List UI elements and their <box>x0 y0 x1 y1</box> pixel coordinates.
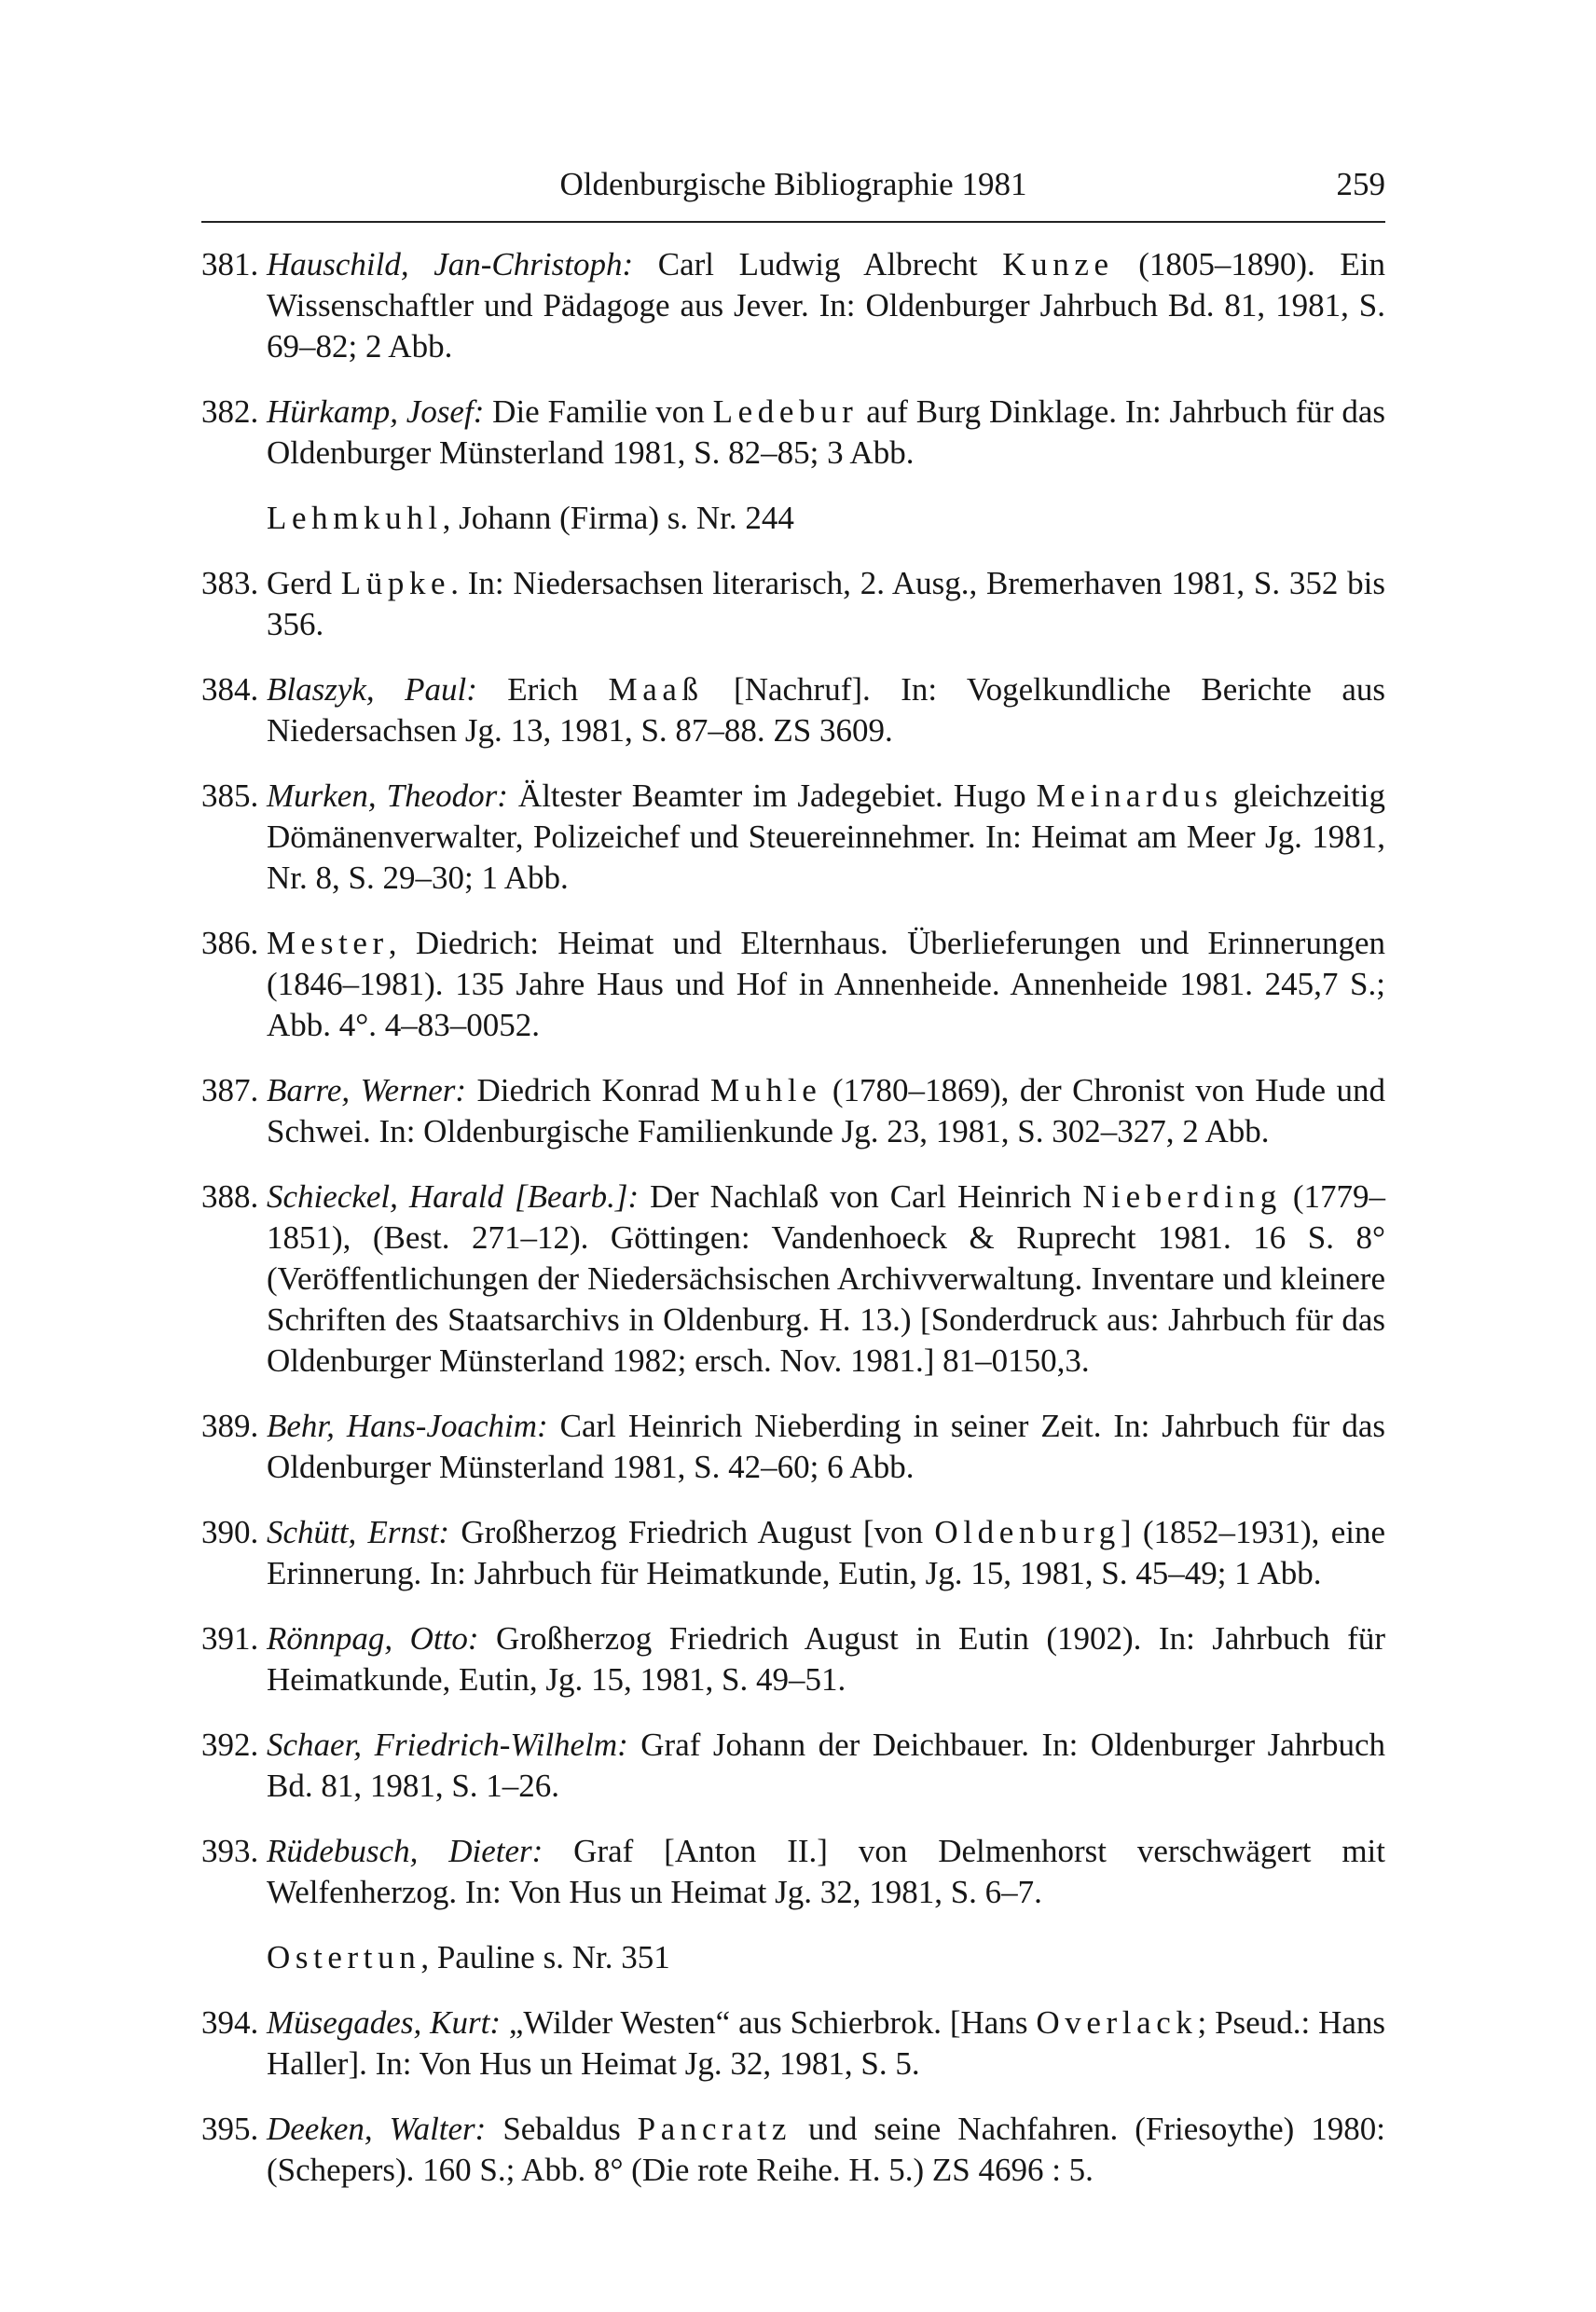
entry-text: ] (1852–1931), eine Erinnerung. In: Jahrbuch für Heimatkunde, Eutin, Jg. 15, 1981, S. 45–49; 1 Abb. <box>267 1514 1386 1591</box>
entry-author: Müsegades, Kurt: <box>267 2004 501 2041</box>
running-title: Oldenburgische Bibliographie 1981 <box>559 166 1027 202</box>
bibliography-entry <box>201 2109 1385 2191</box>
entry-spaced-name: Maaß <box>608 671 704 708</box>
bibliography-entry <box>201 923 1385 1046</box>
bibliography-entry <box>201 563 1385 645</box>
entry-author: Hürkamp, Josef: <box>267 393 485 430</box>
entry-author: Schütt, Ernst: <box>267 1514 450 1550</box>
bibliography-entry <box>201 244 1385 367</box>
entry-author: Murken, Theodor: <box>267 778 508 814</box>
entry-spaced-name: Ostertun <box>267 1939 421 1975</box>
entry-number: 390. <box>201 1514 259 1550</box>
entry-author: Rönnpag, Otto: <box>267 1620 479 1657</box>
entry-text: , Pauline s. Nr. 351 <box>420 1939 670 1975</box>
entry-number: 389. <box>201 1408 259 1444</box>
entry-number: 392. <box>201 1727 259 1763</box>
entry-number: 384. <box>201 671 259 708</box>
bibliography-entry <box>201 1406 1385 1488</box>
entry-number: 391. <box>201 1620 259 1657</box>
entry-text: auf Burg Dinklage. In: Jahrbuch für das Oldenburger Münsterland 1981, S. 82–85; 3 Abb. <box>267 393 1385 471</box>
entry-number: 394. <box>201 2004 259 2041</box>
entry-number: 393. <box>201 1833 259 1869</box>
bibliography-entry <box>201 2002 1385 2085</box>
entry-spaced-name: Nieberding <box>1082 1178 1282 1215</box>
entry-text: . In: Niedersachsen literarisch, 2. Ausg., Bremerhaven 1981, S. 352 bis 356. <box>267 565 1385 642</box>
entry-spaced-name: Pancratz <box>637 2111 791 2147</box>
entry-text: Ältester Beamter im Jadegebiet. Hugo <box>507 778 1037 814</box>
entry-number: 381. <box>201 246 259 282</box>
entry-author: Hauschild, Jan-Christoph: <box>267 246 634 282</box>
entry-number: 395. <box>201 2111 259 2147</box>
entry-text: , Johann (Firma) s. Nr. 244 <box>442 500 794 536</box>
header-rule <box>201 221 1385 223</box>
cross-reference <box>201 1937 1385 1978</box>
entry-text: Graf [Anton II.] von Delmenhorst verschwägert mit Welfenherzog. In: Von Hus un Heimat Jg. 32, 1981, S. 6–7. <box>267 1833 1386 1910</box>
entry-text: (1779–1851), (Best. 271–12). Göttingen: Vandenhoeck & Ruprecht 1981. 16 S. 8° (Veröffentlichungen der Niedersächsischen Archivverwaltung. Inventare und kleinere Schriften des Staatsarchivs in Oldenburg. H. 13.) [Sonderdruck aus: Jahrbuch für das Oldenburger Münsterland 1982; ersch. Nov. 1981.] 81–0150,3. <box>267 1178 1385 1379</box>
entry-spaced-name: Meinardus <box>1036 778 1223 814</box>
bibliography-entry <box>201 1070 1385 1152</box>
bibliography-entries <box>201 244 1385 2215</box>
entry-text: Großherzog Friedrich August [von <box>449 1514 935 1550</box>
entry-text: „Wilder Westen“ aus Schierbrok. [Hans <box>500 2004 1037 2041</box>
entry-number: 387. <box>201 1072 259 1108</box>
entry-text: Die Familie von <box>484 393 713 430</box>
entry-author: Schaer, Friedrich-Wilhelm: <box>267 1727 628 1763</box>
entry-spaced-name: Kunze <box>1002 246 1114 282</box>
bibliography-entry <box>201 1831 1385 1913</box>
entry-author: Rüdebusch, Dieter: <box>267 1833 543 1869</box>
bibliography-entry <box>201 1618 1385 1700</box>
bibliography-entry <box>201 776 1385 899</box>
entry-spaced-name: Oldenburg <box>934 1514 1121 1550</box>
entry-text: Sebaldus <box>486 2111 638 2147</box>
cross-reference <box>201 498 1385 539</box>
entry-spaced-name: Mester <box>267 925 389 961</box>
entry-author: Blaszyk, Paul: <box>267 671 477 708</box>
entry-text: Gerd <box>267 565 341 601</box>
bibliography-entry <box>201 1512 1385 1594</box>
entry-text: gleichzeitig Dömänenverwalter, Polizeichef und Steuereinnehmer. In: Heimat am Meer Jg. 1981, Nr. 8, S. 29–30; 1 Abb. <box>267 778 1385 896</box>
entry-author: Schieckel, Harald [Bearb.]: <box>267 1178 640 1215</box>
entry-text: Carl Ludwig Albrecht <box>633 246 1003 282</box>
entry-text: Großherzog Friedrich August in Eutin (1902). In: Jahrbuch für Heimatkunde, Eutin, Jg. 15, 1981, S. 49–51. <box>267 1620 1385 1698</box>
entry-spaced-name: Ledebur <box>712 393 859 430</box>
entry-number: 385. <box>201 778 259 814</box>
running-head <box>201 166 1385 213</box>
bibliography-entry <box>201 392 1385 474</box>
entry-text: Diedrich Konrad <box>466 1072 710 1108</box>
entry-author: Behr, Hans-Joachim: <box>267 1408 548 1444</box>
entry-number: 383. <box>201 565 259 601</box>
entry-text: Graf Johann der Deichbauer. In: Oldenburger Jahrbuch Bd. 81, 1981, S. 1–26. <box>267 1727 1385 1804</box>
entry-text: Erich <box>476 671 609 708</box>
entry-number: 386. <box>201 925 259 961</box>
entry-text: [Nachruf]. In: Vogelkundliche Berichte aus Niedersachsen Jg. 13, 1981, S. 87–88. ZS 3609. <box>267 671 1385 749</box>
entry-author: Barre, Werner: <box>267 1072 467 1108</box>
entry-text: (1805–1890). Ein Wissenschaftler und Pädagoge aus Jever. In: Oldenburger Jahrbuch Bd. 81, 1981, S. 69–82; 2 Abb. <box>267 246 1386 365</box>
bibliography-entry <box>201 1725 1385 1807</box>
bibliography-entry <box>201 1177 1385 1382</box>
entry-text: Carl Heinrich Nieberding in seiner Zeit. In: Jahrbuch für das Oldenburger Münsterland 1981, S. 42–60; 6 Abb. <box>267 1408 1385 1485</box>
entry-text: und seine Nachfahren. (Friesoythe) 1980: (Schepers). 160 S.; Abb. 8° (Die rote Reihe. H. 5.) ZS 4696 : 5. <box>267 2111 1385 2188</box>
entry-number: 382. <box>201 393 259 430</box>
entry-number: 388. <box>201 1178 259 1215</box>
entry-spaced-name: Lüpke <box>340 565 451 601</box>
entry-text: Der Nachlaß von Carl Heinrich <box>639 1178 1083 1215</box>
entry-text: , Diedrich: Heimat und Elternhaus. Überlieferungen und Erinnerungen (1846–1981). 135 Jahre Haus und Hof in Annenheide. Annenheide 1981. 245,7 S.; Abb. 4°. 4–83–0052. <box>267 925 1385 1043</box>
entry-author: Deeken, Walter: <box>267 2111 487 2147</box>
page-number: 259 <box>1336 166 1385 202</box>
entry-spaced-name: Overlack <box>1036 2004 1198 2041</box>
entry-spaced-name: Muhle <box>709 1072 822 1108</box>
bibliography-entry <box>201 669 1385 751</box>
entry-spaced-name: Lehmkuhl <box>267 500 443 536</box>
entry-text: (1780–1869), der Chronist von Hude und Schwei. In: Oldenburgische Familienkunde Jg. 23, 1981, S. 302–327, 2 Abb. <box>267 1072 1386 1149</box>
entry-text: ; Pseud.: Hans Haller]. In: Von Hus un Heimat Jg. 32, 1981, S. 5. <box>267 2004 1386 2082</box>
